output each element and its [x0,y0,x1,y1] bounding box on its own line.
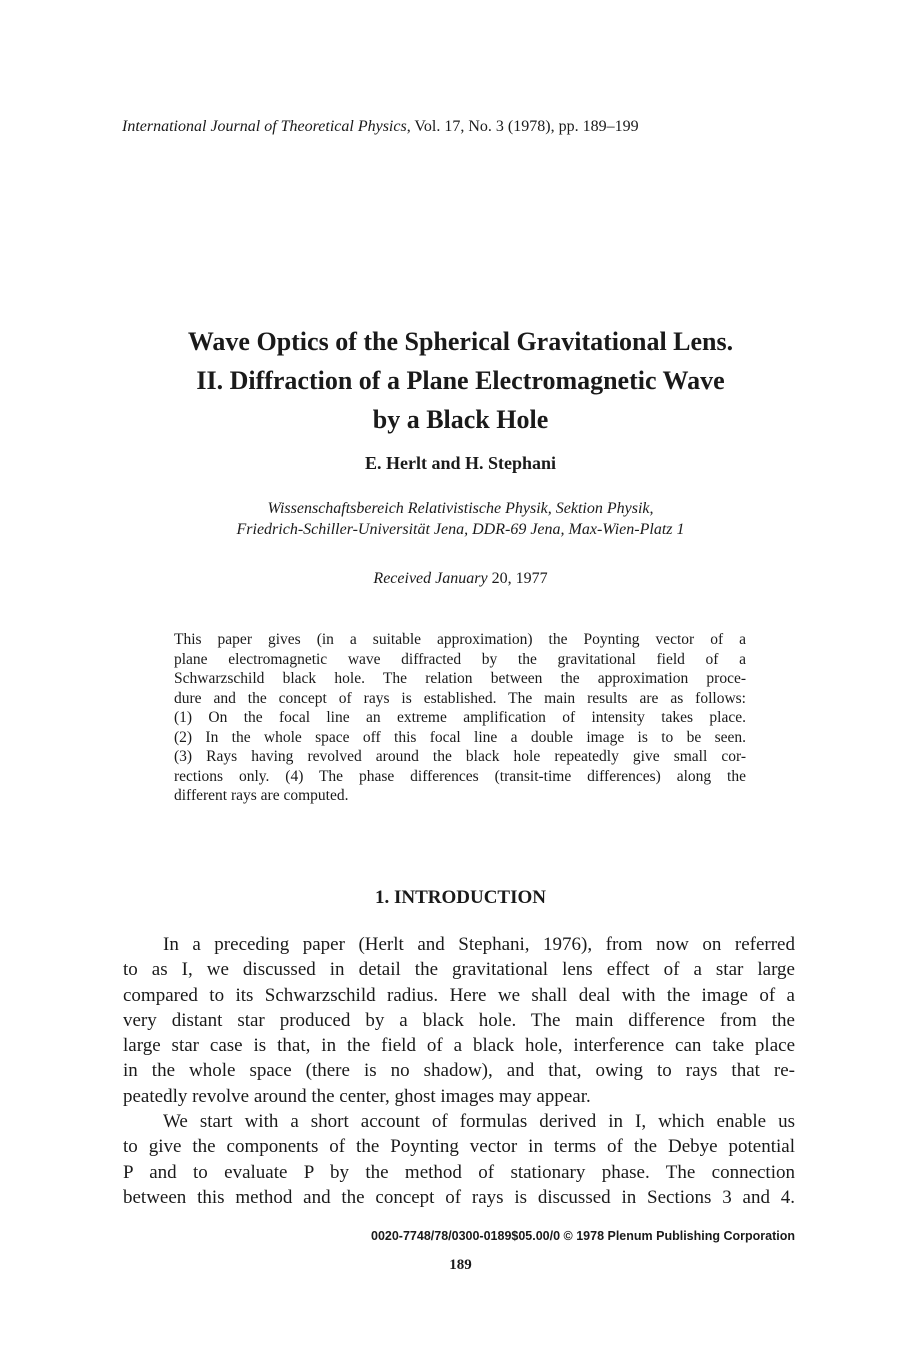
abstract-line: (3) Rays having revolved around the black hole repeatedly give small cor- [174,748,746,765]
abstract-line: dure and the concept of rays is established. The main results are as follows: [174,689,746,707]
received-label: Received January [373,570,488,587]
received-day-year: 20, 1977 [487,570,548,587]
body-line: to as I, we discussed in detail the gravitational lens effect of a star large [123,959,795,981]
affiliation-line [100,519,821,540]
abstract-line: plane electromagnetic wave diffracted by the gravitational field of a [174,650,746,668]
introduction-body [123,932,795,1210]
authors: E. Herlt and H. Stephani [364,453,557,473]
abstract-line: This paper gives (in a suitable approximation) the Poynting vector of a [174,631,746,648]
abstract-line: rections only. (4) The phase differences (transit-time differences) along the [174,767,746,785]
journal-volume-pages: , Vol. 17, No. 3 (1978), pp. 189–199 [406,118,639,135]
affiliation-text: Wissenschaftsbereich Relativistische Physik, Sektion Physik, [267,500,654,517]
affiliation-text: Friedrich-Schiller-Universität Jena, DDR-69 Jena, Max-Wien-Platz 1 [236,521,685,538]
body-line: between this method and the concept of rays is discussed in Sections 3 and 4. [123,1186,795,1208]
received-date [100,570,821,588]
body-line: peatedly revolve around the center, ghost images may appear. [123,1085,591,1107]
affiliation-line [100,498,821,519]
body-line: We start with a short account of formulas derived in I, which enable us [163,1111,795,1133]
affiliation [100,498,821,540]
paper-title [100,322,821,439]
body-line: compared to its Schwarzschild radius. Here we shall deal with the image of a [123,984,795,1006]
journal-citation [122,118,822,136]
title-line: by a Black Hole [372,405,549,434]
body-line: P and to evaluate P by the method of stationary phase. The connection [123,1161,795,1183]
abstract [174,630,746,806]
page-number: 189 [449,1257,472,1273]
body-line: In a preceding paper (Herlt and Stephani, 1976), from now on referred [163,934,795,955]
copyright-line: 0020-7748/78/0300-0189$05.00/0 © 1978 Plenum Publishing Corporation [371,1229,795,1243]
title-line: II. Diffraction of a Plane Electromagnetic Wave [196,366,725,395]
body-line: in the whole space (there is no shadow), and that, owing to rays that re- [123,1060,795,1082]
body-line: to give the components of the Poynting vector in terms of the Debye potential [123,1136,795,1158]
section-heading: 1. INTRODUCTION [374,887,547,908]
body-line: very distant star produced by a black hole. The main difference from the [123,1009,795,1031]
title-line: Wave Optics of the Spherical Gravitational Lens. [187,327,734,356]
journal-name: International Journal of Theoretical Physics [122,118,407,135]
abstract-line: Schwarzschild black hole. The relation between the approximation proce- [174,670,746,687]
abstract-line: different rays are computed. [174,787,349,804]
abstract-line: (1) On the focal line an extreme amplification of intensity takes place. [174,709,746,726]
abstract-line: (2) In the whole space off this focal line a double image is to be seen. [174,728,746,746]
body-line: large star case is that, in the field of a black hole, interference can take place [123,1035,795,1057]
